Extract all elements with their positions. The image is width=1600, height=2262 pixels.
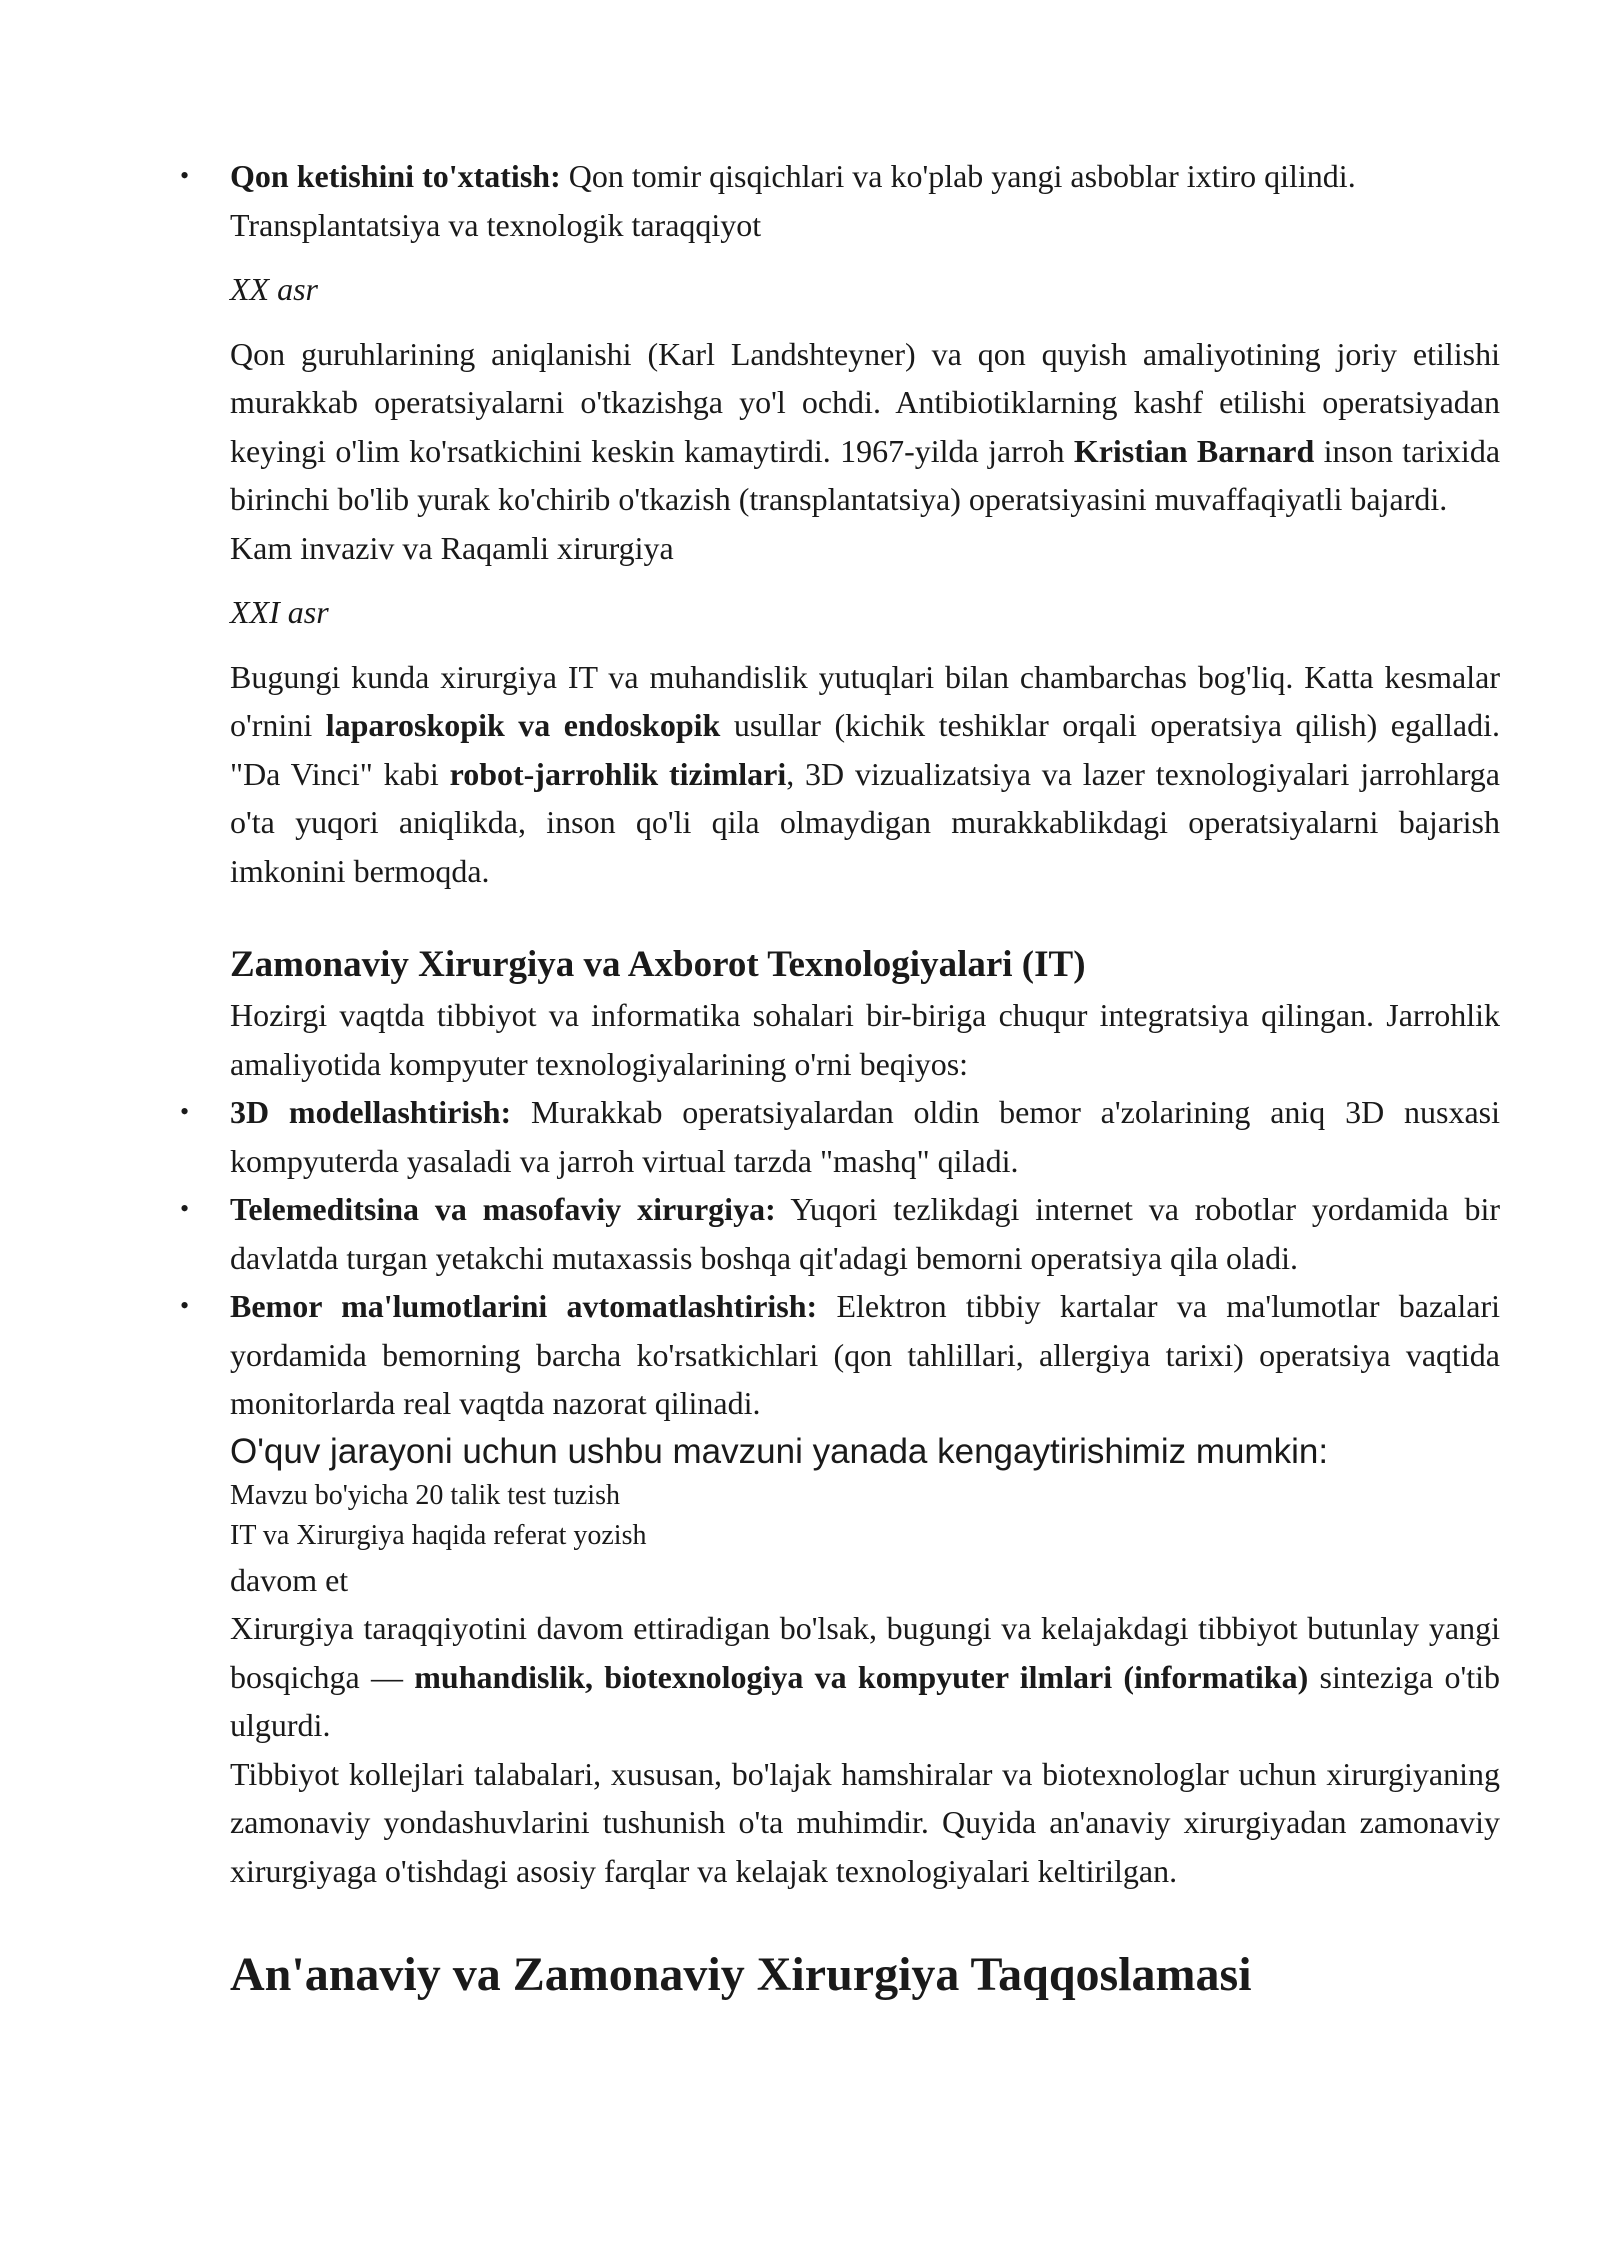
section-heading: Zamonaviy Xirurgiya va Axborot Texnologiyalari (IT) bbox=[230, 944, 1086, 985]
paragraph: Qon guruhlarining aniqlanishi (Karl Landshteyner) va qon quyish amaliyotining joriy etilishi murakkab operatsiyalarni o'tkazishga yo'l ochdi. Antibiotiklarning kashf etilishi operatsiyadan keyingi o'lim ko'rsatkichini keskin kamaytirdi. 1967-yilda jarroh Kristian Barnard inson tarixida birinchi bo'lib yurak ko'chirib o'tkazish (transplantatsiya) operatsiyasini muvaffaqiyatli bajardi. bbox=[230, 335, 1501, 517]
bullet-icon: • bbox=[180, 1194, 190, 1223]
page-heading: An'anaviy va Zamonaviy Xirurgiya Taqqoslamasi bbox=[230, 1948, 1252, 2001]
intro-list bbox=[180, 152, 1500, 249]
paragraph: Xirurgiya taraqqiyotini davom ettiradigan bo'lsak, bugungi va kelajakdagi tibbiyot butunlay yangi bosqichga — muhandislik, biotexnologiya va kompyuter ilmlari (informatika) sinteziga o'tib ulgurdi. bbox=[230, 1610, 1501, 1743]
bold-term: muhandislik, biotexnologiya va kompyuter ilmlari (informatika) bbox=[414, 1658, 1309, 1695]
option-line: IT va Xirurgiya haqida referat yozish bbox=[230, 1519, 647, 1551]
option-line: Mavzu bo'yicha 20 talik test tuzish bbox=[230, 1479, 620, 1511]
item-text: Yuqori tezlikdagi internet va robotlar yordamida bir davlatda turgan yetakchi mutaxassis boshqa qit'adagi bemorni operatsiya qila oladi. bbox=[230, 1191, 1501, 1276]
century-label: XXI asr bbox=[230, 594, 329, 630]
list-item bbox=[180, 1282, 1500, 1428]
item-text: Elektron tibbiy kartalar va ma'lumotlar bazalari yordamida bemorning barcha ko'rsatkichlari (qon tahlillari, allergiya tarixi) operatsiya vaqtida monitorlarda real vaqtda nazorat qilinadi. bbox=[230, 1288, 1500, 1421]
bullet-icon: • bbox=[180, 1097, 190, 1126]
bold-term: laparoskopik va endoskopik bbox=[325, 707, 721, 743]
item-text: Murakkab operatsiyalardan oldin bemor a'zolarining aniq 3D nusxasi kompyuterda yasaladi va jarroh virtual tarzda "mashq" qiladi. bbox=[230, 1094, 1501, 1179]
paragraph: Hozirgi vaqtda tibbiyot va informatika sohalari bir-biriga chuqur integratsiya qilingan. Jarrohlik amaliyotida kompyuter texnologiyalarining o'rni beqiyos: bbox=[230, 997, 1500, 1082]
bold-term: Kristian Barnard bbox=[1073, 432, 1315, 469]
it-list bbox=[180, 1088, 1501, 1428]
list-item bbox=[180, 152, 1500, 249]
paragraph: Tibbiyot kollejlari talabalari, xususan, bo'lajak hamshiralar va biotexnologlar uchun xirurgiyaning zamonaviy yondashuvlarini tushunish o'ta muhimdir. Quyida an'anaviy xirurgiyadan zamonaviy xirurgiyaga o'tishdagi asosiy farqlar va kelajak texnologiyalari keltirilgan. bbox=[230, 1755, 1500, 1889]
century-label: XX asr bbox=[230, 271, 318, 307]
item-term: Bemor ma'lumotlarini avtomatlashtirish: bbox=[230, 1288, 818, 1324]
section-subheading: Transplantatsiya va texnologik taraqqiyot bbox=[230, 206, 762, 243]
bullet-icon: • bbox=[180, 1291, 190, 1320]
followup-line: O'quv jarayoni uchun ushbu mavzuni yanada kengaytirishimiz mumkin: bbox=[230, 1431, 1329, 1471]
prompt-line: davom et bbox=[230, 1561, 349, 1598]
section-subheading: Kam invaziv va Raqamli xirurgiya bbox=[230, 529, 674, 566]
item-text: Qon tomir qisqichlari va ko'plab yangi asboblar ixtiro qilindi. bbox=[560, 158, 1356, 194]
list-item bbox=[180, 1088, 1501, 1185]
content-column bbox=[180, 152, 1501, 2005]
item-term: Qon ketishini to'xtatish: bbox=[230, 158, 561, 194]
item-term: 3D modellashtirish: bbox=[230, 1094, 512, 1130]
bold-term: robot-jarrohlik tizimlari bbox=[449, 755, 787, 792]
item-term: Telemeditsina va masofaviy xirurgiya: bbox=[230, 1191, 776, 1227]
paragraph: Bugungi kunda xirurgiya IT va muhandislik yutuqlari bilan chambarchas bog'liq. Katta kesmalar o'rnini laparoskopik va endoskopik usullar (kichik teshiklar orqali operatsiya qilish) egalladi. "Da Vinci" kabi robot-jarrohlik tizimlari, 3D vizualizatsiya va lazer texnologiyalari jarrohlarga o'ta yuqori aniqlikda, inson qo'li qila olmaydigan murakkablikdagi operatsiyalarni bajarish imkonini bermoqda. bbox=[230, 658, 1501, 889]
bullet-icon: • bbox=[180, 161, 190, 190]
list-item bbox=[180, 1185, 1501, 1282]
